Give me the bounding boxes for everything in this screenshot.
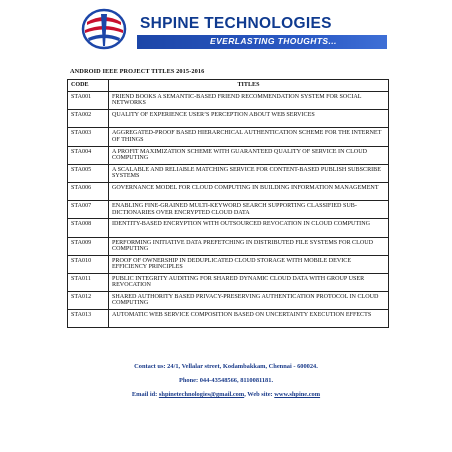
- project-code: STA007: [68, 201, 109, 219]
- project-code: STA013: [68, 310, 109, 328]
- footer-links: [0, 391, 452, 398]
- table-row: [68, 292, 389, 310]
- project-title: IDENTITY-BASED ENCRYPTION WITH OUTSOURCED REVOCATION IN CLOUD COMPUTING: [109, 219, 389, 237]
- project-title: PUBLIC INTEGRITY AUDITING FOR SHARED DYNAMIC CLOUD DATA WITH GROUP USER REVOCATION: [109, 273, 389, 291]
- table-row: [68, 201, 389, 219]
- company-tagline: EVERLASTING THOUGHTS...: [210, 36, 337, 46]
- footer-phone: Phone: 044-43548566, 8110081181.: [178, 377, 274, 384]
- project-title: FRIEND BOOKS A SEMANTIC-BASED FRIEND RECOMMENDATION SYSTEM FOR SOCIAL NETWORKS: [109, 92, 389, 110]
- project-titles-table: [67, 79, 389, 328]
- document-title: ANDROID IEEE PROJECT TITLES 2015-2016: [70, 68, 205, 75]
- website-link[interactable]: www.shpine.com: [274, 391, 321, 398]
- project-title: A PROFIT MAXIMIZATION SCHEME WITH GUARANTEED QUALITY OF SERVICE IN CLOUD COMPUTING: [109, 146, 389, 164]
- project-code: STA005: [68, 164, 109, 182]
- project-code: STA008: [68, 219, 109, 237]
- project-title: AGGREGATED-PROOF BASED HIERARCHICAL AUTHENTICATION SCHEME FOR THE INTERNET OF THINGS: [109, 128, 389, 146]
- project-title: SHARED AUTHORITY BASED PRIVACY-PRESERVING AUTHENTICATION PROTOCOL IN CLOUD COMPUTING: [109, 292, 389, 310]
- table-row: [68, 219, 389, 237]
- project-title: GOVERNANCE MODEL FOR CLOUD COMPUTING IN BUILDING INFORMATION MANAGEMENT: [109, 182, 389, 200]
- project-code: STA004: [68, 146, 109, 164]
- table-row: [68, 237, 389, 255]
- project-code: STA009: [68, 237, 109, 255]
- table-row: [68, 182, 389, 200]
- project-title: QUALITY OF EXPERIENCE USER’S PERCEPTION ABOUT WEB SERVICES: [109, 110, 389, 128]
- table-row: [68, 92, 389, 110]
- email-label: Email id:: [131, 391, 159, 398]
- globe-logo-icon: [81, 8, 127, 50]
- table-row: [68, 128, 389, 146]
- letterhead: [0, 0, 452, 60]
- project-code: STA006: [68, 182, 109, 200]
- table-row: [68, 164, 389, 182]
- table-header-row: [68, 80, 389, 92]
- project-code: STA011: [68, 273, 109, 291]
- project-code: STA010: [68, 255, 109, 273]
- email-link[interactable]: shpinetechnologies@gmail.com: [158, 391, 245, 398]
- project-code: STA001: [68, 92, 109, 110]
- project-title: PERFORMING INITIATIVE DATA PREFETCHING IN DISTRIBUTED FILE SYSTEMS FOR CLOUD COMPUTING: [109, 237, 389, 255]
- project-title: A SCALABLE AND RELIABLE MATCHING SERVICE FOR CONTENT-BASED PUBLISH SUBSCRIBE SYSTEMS: [109, 164, 389, 182]
- column-header-titles: TITLES: [109, 80, 389, 92]
- website-label: , Web site:: [244, 391, 275, 398]
- project-title: ENABLING FINE-GRAINED MULTI-KEYWORD SEARCH SUPPORTING CLASSIFIED SUB-DICTIONARIES OVER ENCRYPTED CLOUD DATA: [109, 201, 389, 219]
- table-row: [68, 255, 389, 273]
- project-code: STA003: [68, 128, 109, 146]
- project-code: STA012: [68, 292, 109, 310]
- project-code: STA002: [68, 110, 109, 128]
- table-row: [68, 310, 389, 328]
- project-title: AUTOMATIC WEB SERVICE COMPOSITION BASED ON UNCERTAINTY EXECUTION EFFECTS: [109, 310, 389, 328]
- table-row: [68, 273, 389, 291]
- table-row: [68, 110, 389, 128]
- column-header-code: CODE: [68, 80, 109, 92]
- project-title: PROOF OF OWNERSHIP IN DEDUPLICATED CLOUD STORAGE WITH MOBILE DEVICE EFFICIENCY PRINCIPLES: [109, 255, 389, 273]
- footer-contact: Contact us: 24/1, Vellalar street, Kodambakkam, Chennai - 600024.: [134, 363, 318, 370]
- company-name: SHPINE TECHNOLOGIES: [140, 15, 332, 32]
- table-row: [68, 146, 389, 164]
